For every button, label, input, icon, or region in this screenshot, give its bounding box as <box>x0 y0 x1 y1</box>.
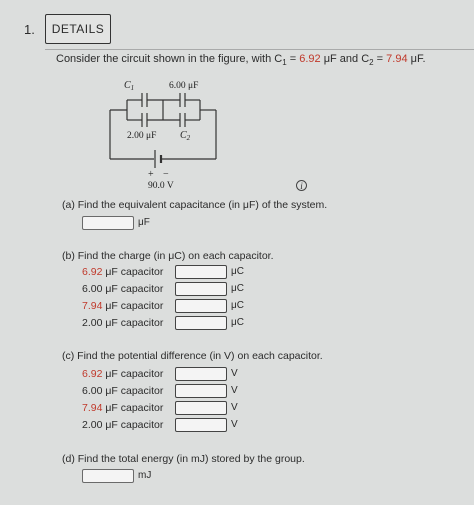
capacitance-value: 6.00 <box>82 283 103 295</box>
part-a-answer-input[interactable] <box>82 216 134 230</box>
circuit-diagram <box>100 76 230 194</box>
part_c-row-label <box>82 385 163 397</box>
part_c-answer-input[interactable] <box>175 418 227 432</box>
part_c-row-label <box>82 402 163 414</box>
part_b-answer-input[interactable] <box>175 299 227 313</box>
c2-value: 7.94 <box>386 53 408 65</box>
part_c-answer-input[interactable] <box>175 401 227 415</box>
part_b-unit: μC <box>231 266 244 277</box>
part_b-answer-input[interactable] <box>175 282 227 296</box>
c1-label: $C_1$ <box>124 80 135 92</box>
prompt-text: μF and C <box>320 53 370 65</box>
part_c-answer-input[interactable] <box>175 384 227 398</box>
capacitance-value: 6.92 <box>82 266 103 278</box>
c2-label: $C_2$ <box>180 130 191 142</box>
capacitor-text: μF capacitor <box>102 368 164 380</box>
part-d-answer-input[interactable] <box>82 469 134 483</box>
capacitor-text: μF capacitor <box>102 385 164 397</box>
divider <box>45 49 474 50</box>
battery-plus: + <box>148 169 154 180</box>
part_b-answer-input[interactable] <box>175 265 227 279</box>
part_b-unit: μC <box>231 283 244 294</box>
part_c-unit: V <box>231 419 238 430</box>
part-c-question: (c) Find the potential difference (in V) on each capacitor. <box>62 350 323 362</box>
capacitor-text: μF capacitor <box>102 317 164 329</box>
capacitance-value: 2.00 <box>82 419 103 431</box>
details-button[interactable]: DETAILS <box>45 14 111 44</box>
part_c-row-label <box>82 419 163 431</box>
capacitor-text: μF capacitor <box>102 266 164 278</box>
c2-subscript: 2 <box>369 58 374 68</box>
problem-statement <box>56 53 426 67</box>
part_b-row-label <box>82 300 163 312</box>
part-d-unit: mJ <box>138 470 152 481</box>
cap-bottom-left-label: 2.00 μF <box>127 131 157 141</box>
info-icon[interactable]: i <box>296 180 307 191</box>
part-d-question: (d) Find the total energy (in mJ) stored by the group. <box>62 453 305 465</box>
capacitor-text: μF capacitor <box>102 300 164 312</box>
prompt-text: Consider the circuit shown in the figure, with C <box>56 53 283 65</box>
capacitance-value: 6.92 <box>82 368 103 380</box>
capacitance-value: 6.00 <box>82 385 103 397</box>
capacitor-text: μF capacitor <box>102 402 164 414</box>
part_c-row-label <box>82 368 163 380</box>
part_c-unit: V <box>231 368 238 379</box>
prompt-text: μF. <box>407 53 426 65</box>
part-b-question: (b) Find the charge (in μC) on each capacitor. <box>62 250 274 262</box>
part_b-row-label <box>82 317 163 329</box>
battery-voltage-label: 90.0 V <box>148 181 174 191</box>
capacitor-text: μF capacitor <box>102 283 164 295</box>
c1-value: 6.92 <box>299 53 321 65</box>
question-number: 1. <box>24 22 35 37</box>
part_b-answer-input[interactable] <box>175 316 227 330</box>
part_c-unit: V <box>231 385 238 396</box>
battery-minus: − <box>163 169 169 180</box>
capacitor-text: μF capacitor <box>102 419 164 431</box>
part_c-unit: V <box>231 402 238 413</box>
c1-subscript: 1 <box>282 58 287 68</box>
cap-top-right-label: 6.00 μF <box>169 81 199 91</box>
part-a-unit: μF <box>138 217 150 228</box>
part_b-unit: μC <box>231 300 244 311</box>
capacitance-value: 7.94 <box>82 402 103 414</box>
part_c-answer-input[interactable] <box>175 367 227 381</box>
prompt-text: = <box>286 53 300 65</box>
part_b-row-label <box>82 283 163 295</box>
capacitance-value: 2.00 <box>82 317 103 329</box>
prompt-text: = <box>373 53 387 65</box>
part_b-unit: μC <box>231 317 244 328</box>
capacitance-value: 7.94 <box>82 300 103 312</box>
part_b-row-label <box>82 266 163 278</box>
part-a-question: (a) Find the equivalent capacitance (in μF) of the system. <box>62 199 328 211</box>
